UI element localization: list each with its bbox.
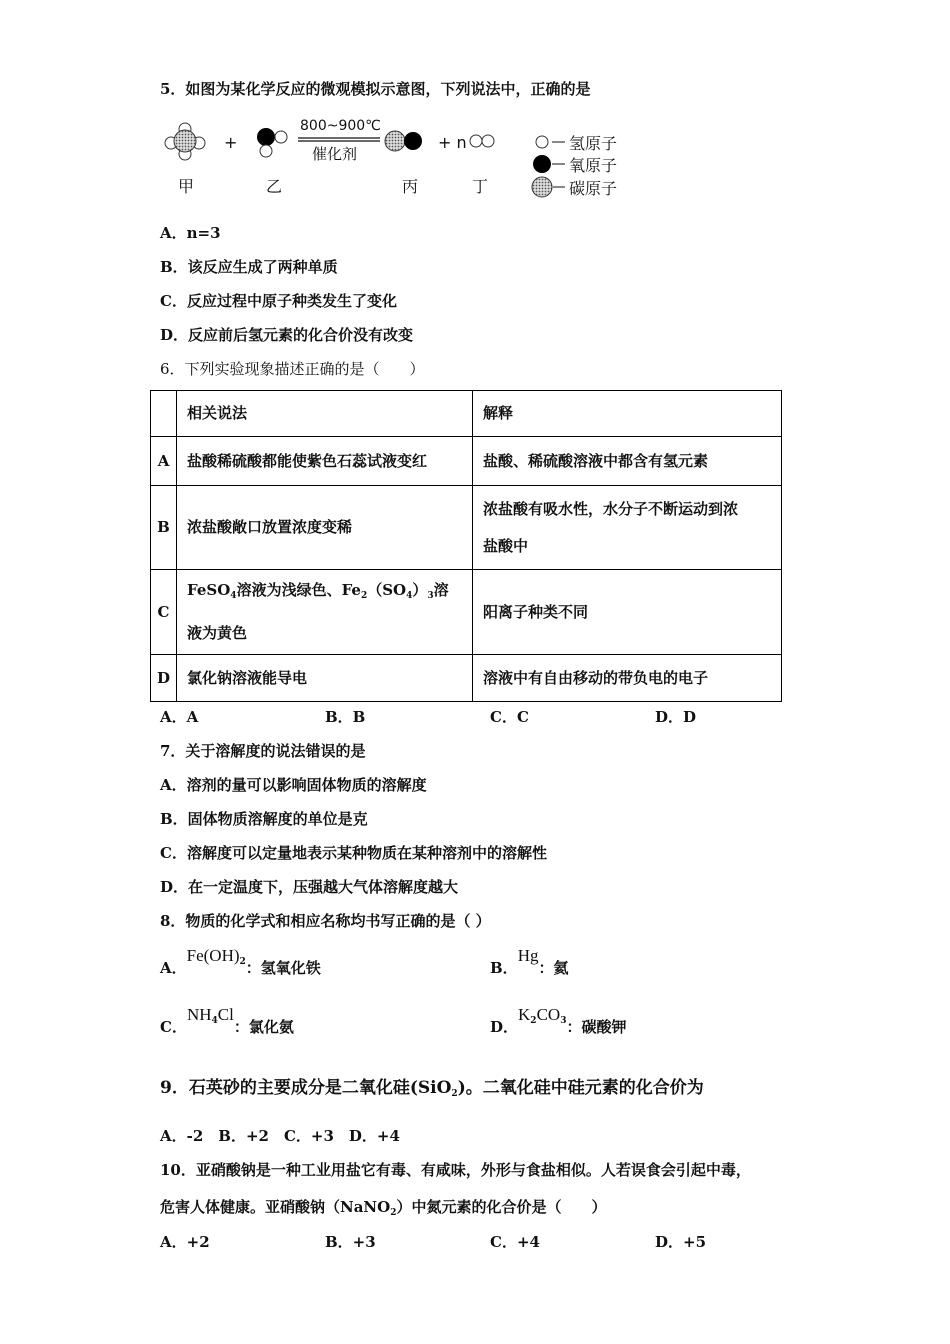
table-corner [151,391,177,437]
q5-option-b: B．该反应生成了两种单质 [160,258,338,276]
table-row [151,486,782,570]
legend-carbon: 碳原子 [569,179,618,198]
q10-options [160,1231,820,1252]
q7-stem: 7．关于溶解度的说法错误的是 [160,742,366,760]
row-explain: 盐酸、稀硫酸溶液中都含有氢元素 [473,437,782,486]
q6-option-b: B．B [325,708,366,726]
q6-table [150,390,782,702]
q7-option-d: D．在一定温度下，压强越大气体溶解度越大 [160,878,459,896]
header-say: 相关说法 [177,391,473,437]
row-key: D [151,655,177,702]
q9-stem: 9．石英砂的主要成分是二氧化硅(SiO$_2$)。二氧化硅中硅元素的化合价为 [160,1078,704,1099]
row-say-line: FeSO$_4$溶液为浅绿色、$Fe_2(SO_4)_3$溶 [187,581,449,601]
q7-option-a: A．溶剂的量可以影响固体物质的溶解度 [160,776,427,794]
row-explain [473,486,782,570]
row-explain: 溶液中有自由移动的带负电的电子 [473,655,782,702]
q6-option-c: C．C [490,708,529,726]
label-jia: 甲 [178,177,195,196]
q6-stem: 6．下列实验现象描述正确的是（ ） [160,360,425,378]
row-say-line: 液为黄色 [187,624,248,642]
q9-options: A．-2 B．+2 C．+3 D．+4 [160,1127,400,1145]
q5-option-d: D．反应前后氢元素的化合价没有改变 [160,326,414,344]
row-key: A [151,437,177,486]
row-key: C [151,570,177,655]
legend [532,134,617,198]
water-molecule [257,128,287,157]
hydrogen-molecule [470,135,494,147]
legend-oxygen: 氧原子 [569,156,618,175]
methane-molecule [165,123,205,160]
table-row [151,437,782,486]
row-key: B [151,486,177,570]
q10-option-b: B．+3 [325,1233,376,1251]
row-explain-line: 盐酸中 [483,536,529,555]
q10-option-c: C．+4 [490,1233,540,1251]
row-say: 盐酸稀硫酸都能使紫色石蕊试液变红 [177,437,473,486]
table-header-row [151,391,782,437]
label-ding: 丁 [472,177,489,196]
q6-options [160,706,820,727]
table-row [151,655,782,702]
plus-1: + [224,133,238,152]
q7-option-b: B．固体物质溶解度的单位是克 [160,810,368,828]
row-say [177,570,473,655]
q10-option-a: A．+2 [160,1233,210,1251]
q8-option-b: B．Hg：氦 [490,946,569,977]
q8-stem: 8．物质的化学式和相应名称均书写正确的是（ ） [160,912,491,930]
carbon-monoxide-molecule [385,131,422,151]
table-row [151,570,782,655]
plus-n: + n [438,133,467,152]
q7-option-c: C．溶解度可以定量地表示某种物质在某种溶剂中的溶解性 [160,844,547,862]
q10-stem-line2: 危害人体健康。亚硝酸钠（NaNO$_2$）中氮元素的化合价是（ ） [160,1198,607,1218]
label-yi: 乙 [266,177,283,196]
label-bing: 丙 [402,177,419,196]
row-say: 氯化钠溶液能导电 [177,655,473,702]
reaction-diagram [160,112,640,207]
q6-option-a: A．A [160,708,199,726]
q5-stem: 5．如图为某化学反应的微观模拟示意图，下列说法中，正确的是 [160,80,591,98]
q10-option-d: D．+5 [655,1233,707,1251]
condition-temperature: 800~900℃ [300,118,381,134]
q5-option-a: A．n=3 [160,224,221,242]
row-say: 浓盐酸敞口放置浓度变稀 [177,486,473,570]
row-explain-line: 浓盐酸有吸水性，水分子不断运动到浓 [483,499,739,518]
q10-stem-line1: 10．亚硝酸钠是一种工业用盐它有毒、有咸味，外形与食盐相似。人若误食会引起中毒， [160,1161,751,1179]
q5-option-c: C．反应过程中原子种类发生了变化 [160,292,397,310]
condition-catalyst: 催化剂 [312,145,358,163]
header-explain: 解释 [473,391,782,437]
q8-option-d: D．$K_2CO_3$：碳酸钾 [490,1005,627,1036]
row-explain: 阳离子种类不同 [473,570,782,655]
q6-option-d: D．D [655,708,697,726]
q8-option-c: C．$NH_4Cl$：氯化氨 [160,1005,294,1036]
legend-hydrogen: 氢原子 [569,134,618,153]
q8-option-a: A．$Fe(OH)_2$：氢氧化铁 [160,946,321,977]
